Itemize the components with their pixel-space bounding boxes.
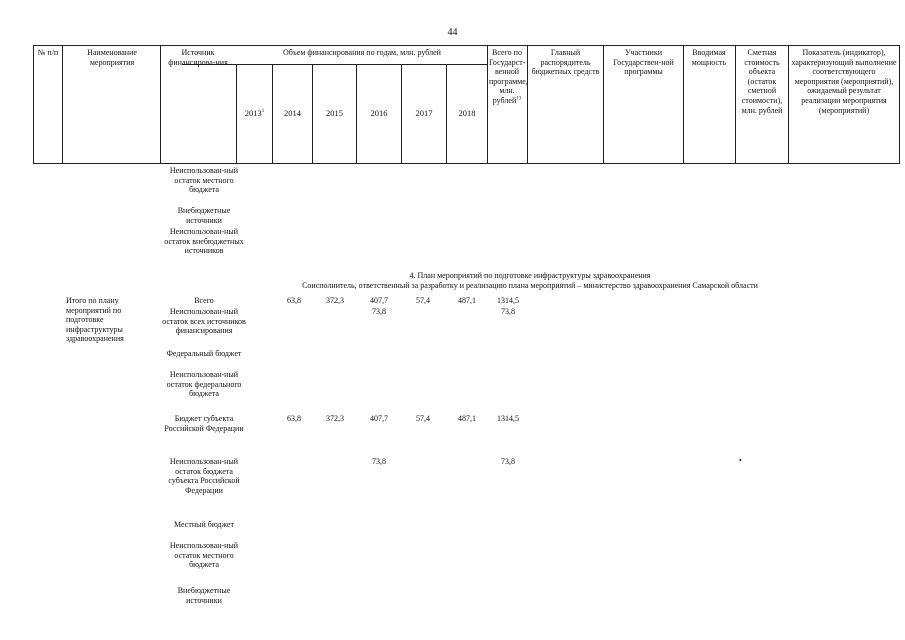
value-2016: 73,8 — [372, 307, 386, 316]
header-no: № п/п — [37, 48, 59, 57]
header-bottom-border — [33, 163, 900, 164]
value-2016: 407,7 — [370, 296, 388, 305]
section-coexecutor: Соисполнитель, ответственный за разработку и реализацию плана мероприятий – министерство здравоохранения Самарской области — [302, 281, 758, 290]
value-2017: 57,4 — [416, 414, 430, 423]
scan-speck: • — [739, 456, 742, 465]
col-line — [735, 45, 736, 163]
header-total — [489, 48, 528, 106]
row-source: Федеральный бюджет — [166, 349, 242, 358]
top-source-3: Неиспользован-ный остаток внебюджетных источников — [164, 227, 244, 256]
header-indicator: Показатель (индикатор), характеризующий выполнение соответствующего мероприятия (мероприятий), ожидаемый результат реализации мероприятия (мероприятий) — [791, 48, 897, 115]
top-source-1: Неиспользован-ный остаток местного бюджета — [169, 166, 239, 195]
value-2018: 487,1 — [458, 414, 476, 423]
col-line — [788, 45, 789, 163]
value-total: 1314,5 — [497, 414, 519, 423]
year-2015: 2015 — [326, 108, 343, 118]
col-line — [160, 45, 161, 163]
item-name: Итого по плану мероприятий по подготовке инфраструктуры здравоохранения — [66, 296, 124, 344]
row-source: Неиспользован-ный остаток всех источников финансирования — [162, 307, 246, 336]
row-source: Неиспользован-ный остаток федерального бюджета — [166, 370, 242, 399]
page-number: 44 — [447, 27, 458, 38]
year-2013 — [237, 109, 272, 119]
col-line — [487, 45, 488, 163]
year-2016: 2016 — [370, 108, 388, 118]
header-name: Наименование мероприятия — [87, 48, 137, 67]
header-source: Источник финансирова-ния — [168, 48, 228, 67]
value-2017: 57,4 — [416, 296, 430, 305]
top-source-2: Внебюджетные источники — [177, 206, 231, 225]
header-participants: Участники Государствен-ной программы — [613, 48, 674, 77]
value-2016: 407,7 — [370, 414, 388, 423]
col-line — [527, 45, 528, 163]
row-source: Всего — [194, 296, 214, 305]
value-2018: 487,1 — [458, 296, 476, 305]
header-estimate: Сметная стоимость объекта (остаток сметной стоимости), млн. рублей — [741, 48, 783, 115]
row-source: Внебюджетные источники — [177, 586, 231, 605]
col-line — [33, 45, 34, 163]
col-line — [62, 45, 63, 163]
section-title: 4. План мероприятий по подготовке инфраструктуры здравоохранения — [409, 271, 651, 280]
value-total: 73,8 — [501, 457, 515, 466]
value-total: 1314,5 — [497, 296, 519, 305]
value-2014: 63,8 — [287, 296, 301, 305]
row-source: Бюджет субъекта Российской Федерации — [164, 414, 244, 433]
header-total-sup: 13 — [516, 96, 522, 102]
row-source: Неиспользован-ный остаток бюджета субъекта Российской Федерации — [168, 457, 240, 495]
value-2014: 63,8 — [287, 414, 301, 423]
year-2014: 2014 — [284, 108, 301, 118]
header-manager: Главный распорядитель бюджетных средств — [531, 48, 600, 77]
year-2017: 2017 — [415, 108, 433, 118]
header-capacity: Вводимая мощность — [691, 48, 727, 67]
value-total: 73,8 — [501, 307, 515, 316]
header-top-border — [33, 45, 900, 46]
year-2018: 2018 — [458, 108, 476, 118]
col-line — [603, 45, 604, 163]
value-2015: 372,3 — [326, 414, 344, 423]
value-2015: 372,3 — [326, 296, 344, 305]
col-line — [899, 45, 900, 163]
year-sup: 1 — [261, 109, 265, 115]
col-line — [683, 45, 684, 163]
year-label: 2013 — [244, 108, 262, 118]
header-total-text: Всего по Государст-венной программе, млн. рублей — [489, 48, 528, 105]
row-source: Неиспользован-ный остаток местного бюджета — [169, 541, 239, 570]
value-2016: 73,8 — [372, 457, 386, 466]
row-source: Местный бюджет — [174, 520, 234, 529]
header-funding: Объем финансирования по годам, млн. рублей — [283, 48, 441, 57]
